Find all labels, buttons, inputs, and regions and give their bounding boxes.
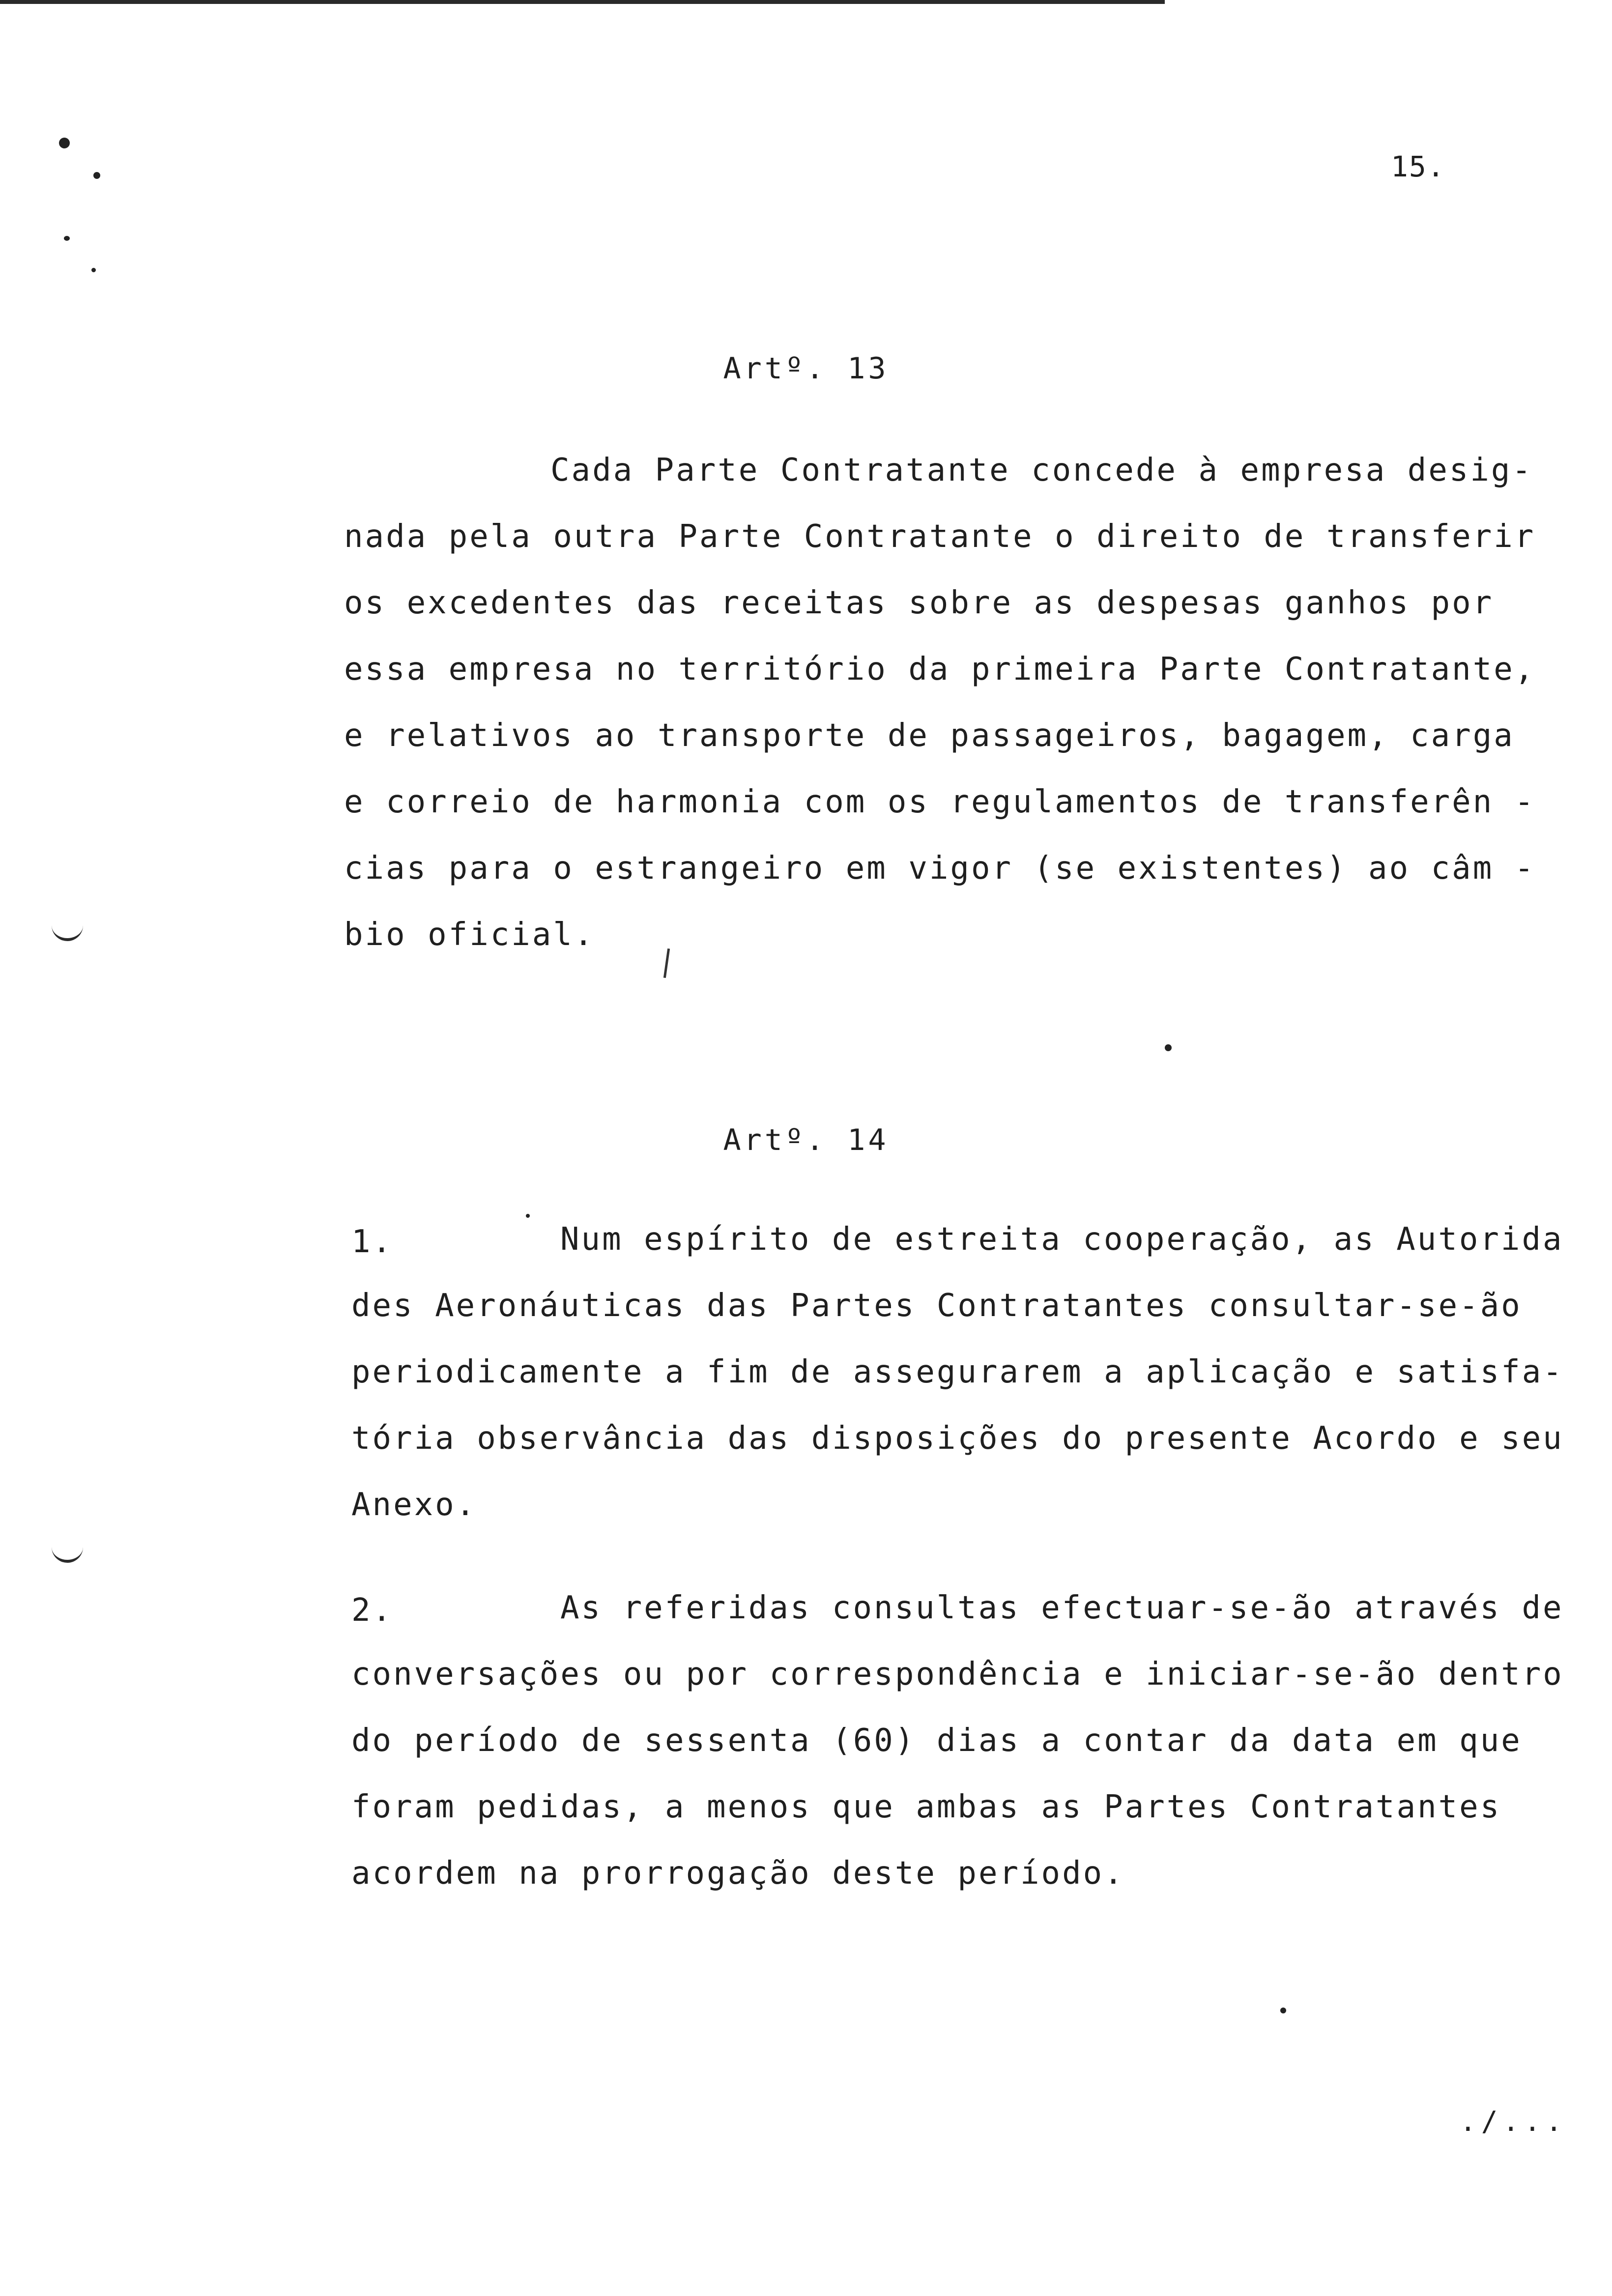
margin-speck bbox=[1280, 2008, 1286, 2013]
art13-line: essa empresa no território da primeira Parte Contratante, bbox=[344, 651, 1536, 688]
continuation-mark: ./... bbox=[1460, 2106, 1567, 2138]
art14-para2-line: acordem na prorrogação deste período. bbox=[351, 1855, 1125, 1892]
art14-para1-line: Anexo. bbox=[351, 1487, 477, 1523]
art13-line: cias para o estrangeiro em vigor (se existentes) ao câm - bbox=[344, 850, 1536, 887]
art13-line: os excedentes das receitas sobre as despesas ganhos por bbox=[344, 585, 1494, 621]
art14-para1-line: tória observância das disposições do presente Acordo e seu bbox=[351, 1420, 1564, 1457]
art14-para2-line: As referidas consultas efectuar-se-ão através de bbox=[560, 1590, 1564, 1626]
article-14-heading: Artº. 14 bbox=[723, 1123, 889, 1157]
margin-speck bbox=[59, 138, 70, 148]
art14-para1-line: des Aeronáuticas das Partes Contratantes consultar-se-ão bbox=[351, 1288, 1522, 1324]
art13-line: e correio de harmonia com os regulamentos de transferên - bbox=[344, 784, 1536, 820]
page-top-edge bbox=[0, 0, 1165, 4]
art13-line: Cada Parte Contratante concede à empresa desig- bbox=[550, 452, 1533, 488]
art13-line: bio oficial. bbox=[344, 917, 595, 953]
article-13-heading: Artº. 13 bbox=[723, 351, 889, 386]
art14-para1-line: periodicamente a fim de assegurarem a aplicação e satisfa- bbox=[351, 1354, 1564, 1390]
margin-speck bbox=[91, 268, 96, 272]
art14-para2-line: do período de sessenta (60) dias a contar da data em que bbox=[351, 1722, 1522, 1759]
margin-speck bbox=[93, 172, 100, 179]
punch-hole-mark bbox=[52, 1543, 83, 1563]
art14-para2-line: conversações ou por correspondência e iniciar-se-ão dentro bbox=[351, 1656, 1564, 1693]
punch-hole-mark bbox=[52, 921, 83, 941]
margin-speck bbox=[64, 236, 70, 241]
art14-para1-line: Num espírito de estreita cooperação, as Autorida bbox=[560, 1221, 1564, 1258]
art14-para1-number: 1. bbox=[351, 1224, 394, 1260]
stray-pen-mark bbox=[663, 948, 670, 978]
margin-speck bbox=[1165, 1044, 1172, 1051]
art13-line: nada pela outra Parte Contratante o direito de transferir bbox=[344, 518, 1536, 555]
art13-line: e relativos ao transporte de passageiros, bagagem, carga bbox=[344, 718, 1515, 754]
art14-para2-number: 2. bbox=[351, 1592, 394, 1629]
page-number: 15. bbox=[1391, 150, 1445, 183]
art14-para2-line: foram pedidas, a menos que ambas as Partes Contratantes bbox=[351, 1789, 1501, 1825]
margin-speck bbox=[526, 1214, 530, 1218]
